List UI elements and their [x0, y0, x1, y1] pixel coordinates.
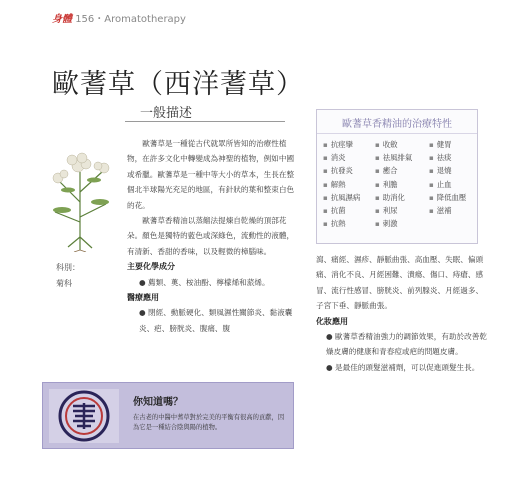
property-item: ▪ 止血: [429, 178, 483, 191]
properties-grid: [317, 134, 477, 230]
cosmetic-text-1: [316, 329, 488, 360]
left-text-column: [127, 136, 297, 336]
did-you-know-box: [42, 382, 294, 449]
bullet-icon: ●: [139, 308, 149, 318]
bullet-icon: ●: [139, 277, 149, 287]
property-item: ▪ 抗熱: [323, 217, 375, 230]
family-label: 科別：: [56, 263, 80, 272]
family-value: 菊科: [56, 279, 72, 288]
book-logo: 身體: [52, 14, 72, 25]
bullet-icon: ●: [326, 362, 336, 372]
property-item: ▪ 解熱: [323, 178, 375, 191]
medical-text: [127, 305, 297, 336]
property-item: ▪ 消炎: [323, 151, 375, 164]
property-item: ▪ 收斂: [375, 138, 429, 151]
property-item: ▪ 滋補: [429, 204, 483, 217]
cosmetic-heading: 化妝應用: [316, 316, 348, 326]
property-item: ▪ 抗風濕病: [323, 191, 375, 204]
did-you-know-text: 在古老的中醫中蓍草對於完美的平衡有很高的貢獻，因為它是一種結合陰與陽的植物。: [133, 414, 285, 431]
property-item: ▪ 刺激: [375, 217, 429, 230]
page-title: 歐蓍草（西洋蓍草）: [52, 69, 304, 100]
bullet-icon: ●: [326, 332, 336, 342]
property-item: ▪ 抗菌: [323, 204, 375, 217]
chinese-seal-icon: [49, 389, 119, 443]
property-item: ▪ 退燒: [429, 164, 483, 177]
medical-value: 閉經、動脈硬化、類風濕性關節炎、黏液囊炎、疤、膀胱炎、腹痛、腹: [139, 308, 293, 333]
property-item: ▪ 降低血壓: [429, 191, 483, 204]
property-item: ▪ 利膽: [375, 178, 429, 191]
section-subtitle: 一般描述: [140, 106, 193, 121]
property-item: ▪ 健胃: [429, 138, 483, 151]
components-text: [127, 275, 297, 290]
property-item: ▪ 利尿: [375, 204, 429, 217]
medical-heading: 醫療應用: [127, 293, 159, 303]
page-number: 156・Aromatotherapy: [75, 14, 186, 25]
property-item: ▪ 癒合: [375, 164, 429, 177]
description-paragraph-2: 歐蓍草香精油以蒸餾法提煉自乾燥的頂部花朵。顏色是獨特的藍色或深綠色，流動性的液體，有清新、香甜的香味，以及輕微的樟腦味。: [127, 216, 295, 256]
components-value: 薦類、薁、桉油酚、檸檬烯和蒎烯。: [148, 277, 270, 287]
property-item: ▪ 抗痙攣: [323, 138, 375, 151]
subtitle-underline: [125, 121, 285, 122]
property-item: ▪ 助消化: [375, 191, 429, 204]
did-you-know-title: 你知道嗎？: [133, 397, 183, 408]
property-item: ▪ 祛痰: [429, 151, 483, 164]
right-text-column: [316, 252, 488, 375]
cosmetic-text-2: [316, 360, 488, 375]
cosmetic-value-2: 是最佳的頭髮滋補劑，可以促進頭髮生長。: [335, 362, 480, 372]
page-header: [52, 10, 186, 25]
panel-title: 歐蓍草香精油的治療特性: [317, 110, 477, 134]
description-paragraph-1: 歐蓍草是一種從古代就眾所皆知的治療性植物，在許多文化中轉變成為神聖的植物，例如中國或希臘。歐蓍草是一種中等大小的草本，生長在整個北半球陽光充足的地區，有針狀的葉和整束白色的花。: [127, 139, 295, 210]
cosmetic-value-1: 歐蓍草香精油強力的調節效果，有助於改善乾燥皮膚的健康和青春痘或疤的問題皮膚。: [326, 332, 487, 357]
medical-continued: 瀉、痛經、濕疹、靜脈曲張、高血壓、失眠、偏頭痛、消化不良、月經困難、潰瘍、傷口、痔瘡、感冒、流行性感冒、膀胱炎、前列腺炎、月經過多、子宮下垂、靜脈曲張。: [316, 255, 484, 311]
properties-panel: [316, 109, 478, 244]
components-heading: 主要化學成分: [127, 262, 175, 272]
property-item: ▪ 抗發炎: [323, 164, 375, 177]
property-item: ▪ 祛風排氣: [375, 151, 429, 164]
yarrow-illustration: [40, 132, 120, 252]
